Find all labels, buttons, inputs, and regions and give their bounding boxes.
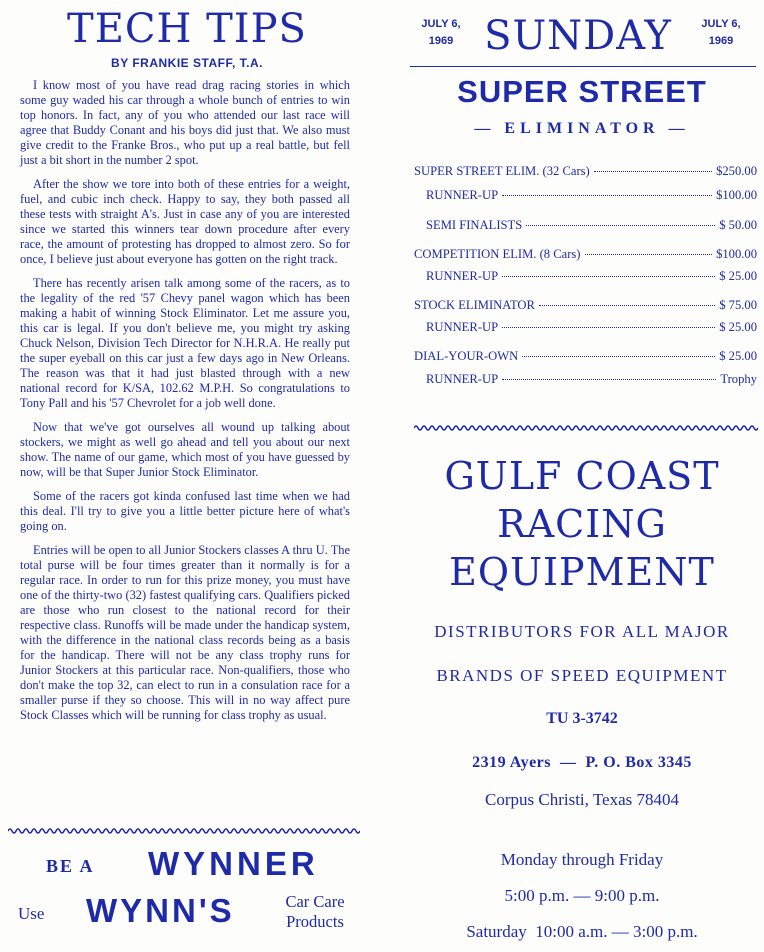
gulf-title-line: GULF COAST (444, 454, 720, 498)
tech-tips-byline: BY FRANKIE STAFF, T.A. (111, 56, 263, 70)
date-left-year: 1969 (428, 35, 454, 47)
article-paragraph: I know most of you have read drag racing stories in which some guy waded his car through a whole bunch of entries to win top honors. In fact, any of you who attended our last race will agree that Buddy Conant and his boys did just that. We also must give credit to the Franke Bros., who put up a real battle, but fell just a bit short in the number 2 spot. (20, 78, 350, 167)
date-right-day: JULY 6, (701, 18, 741, 30)
article-paragraph: Entries will be open to all Junior Stockers classes A thru U. The total purse will be four times greater than it normally is for a regular race. In order to run for this prize money, you must have one of the thirty-two (32) fastest qualifying cars. Qualifiers picked are those who run closest to the national record for their respective class. Runoffs will be made under the handicap system, with the difference in the national class records being as a basis for the handicap. There will not be any class trophy runs for Junior Stockers at this particular race. Non-qualifiers, those who don't make the top 32, can elect to run in a consulation race for a smaller purse if they so choose. This will in no way affect pure Stock Classes which will be running for class trophy as usual. (20, 543, 350, 722)
ad-wynner: WYNNER (148, 845, 319, 882)
wavy-divider (8, 826, 360, 836)
gulf-distributors: DISTRIBUTORS FOR ALL MAJOR (434, 622, 730, 641)
purse-row (414, 349, 757, 365)
purse-label: RUNNER-UP (426, 320, 499, 334)
gulf-city: Corpus Christi, Texas 78404 (485, 790, 679, 809)
ad-use: Use (18, 904, 45, 923)
purse-label: COMPETITION ELIM. (8 Cars) (414, 247, 581, 261)
gulf-hours-days: Monday through Friday (500, 850, 664, 869)
purse-row (426, 218, 757, 234)
purse-amount: $ 75.00 (719, 298, 757, 312)
purse-amount: $100.00 (716, 247, 757, 261)
purse-amount: $ 25.00 (719, 320, 757, 334)
purse-row (426, 372, 757, 388)
purse-amount: $100.00 (716, 188, 757, 202)
ad-car-care-line: Car Care (285, 892, 345, 911)
purse-label: RUNNER-UP (426, 188, 499, 202)
ad-wynns-logo: WYNN'S (86, 892, 235, 929)
tech-tips-title: TECH TIPS (67, 6, 307, 52)
purse-label: RUNNER-UP (426, 269, 499, 283)
gulf-hours-saturday: Saturday 10:00 a.m. — 3:00 p.m. (466, 922, 698, 941)
date-right (686, 16, 756, 50)
gulf-hours-weekday: 5:00 p.m. — 9:00 p.m. (504, 886, 660, 905)
purse-amount: $ 50.00 (719, 218, 757, 232)
eliminator-subtitle: — ELIMINATOR — (474, 120, 690, 137)
article-paragraph: After the show we tore into both of these entries for a weight, fuel, and cubic inch check. Happy to say, they both passed all these tests with straight A's. Just in case any of you are interested since we started this winners tear down procedure after every race, the amount of protesting has dropped to almost zero. So for once, I believe just about everyone has gotten on the right track. (20, 177, 350, 266)
purse-label: DIAL-YOUR-OWN (414, 349, 519, 363)
date-left-day: JULY 6, (421, 18, 461, 30)
purse-row (414, 298, 757, 314)
wavy-divider (414, 423, 758, 433)
header-rule (410, 66, 756, 67)
purse-row (426, 188, 757, 204)
date-right-year: 1969 (708, 35, 734, 47)
purse-label: STOCK ELIMINATOR (414, 298, 535, 312)
purse-label: SUPER STREET ELIM. (32 Cars) (414, 164, 590, 178)
super-street-title: SUPER STREET (457, 74, 707, 109)
purse-row (426, 269, 757, 285)
gulf-coast-title (400, 452, 764, 596)
purse-label: SEMI FINALISTS (426, 218, 523, 232)
purse-amount: $ 25.00 (719, 269, 757, 283)
article-paragraph: Some of the racers got kinda confused last time when we had this deal. I'll try to give you a little better picture here of what's going on. (20, 489, 350, 533)
article-paragraph: There has recently arisen talk among some of the racers, as to the legality of the red '57 Chevy panel wagon which has been making a habit of winning Stock Eliminator. Let me assure you, this car is legal. If you don't believe me, you might try asking Chuck Nelson, Division Tech Director for N.H.R.A. He really put the super eyeball on this car just a few days ago in New Orleans. The reason was that it had just blasted through with a new national record for K/SA, 102.62 M.P.H. So congratulations to Tony Pall and his '57 Chevrolet for a job well done. (20, 276, 350, 410)
tech-tips-article (20, 78, 350, 732)
gulf-address: 2319 Ayers — P. O. Box 3345 (472, 754, 692, 771)
purse-row (414, 247, 757, 263)
purse-row (426, 320, 757, 336)
article-paragraph: Now that we've got ourselves all wound up talking about stockers, we might as well go ahead and tell you about our next show. The name of our game, which most of you have guessed by now, will be that Super Junior Stock Eliminator. (20, 420, 350, 479)
purse-amount: Trophy (720, 372, 757, 386)
gulf-title-line: EQUIPMENT (449, 550, 715, 594)
date-left (406, 16, 476, 50)
gulf-phone: TU 3-3742 (546, 710, 618, 727)
gulf-brands: BRANDS OF SPEED EQUIPMENT (436, 666, 728, 685)
purse-row (414, 164, 757, 180)
ad-car-care (278, 892, 352, 932)
purse-label: RUNNER-UP (426, 372, 499, 386)
purse-amount: $ 25.00 (719, 349, 757, 363)
ad-products-line: Products (286, 912, 344, 931)
ad-be-a: BE A (46, 856, 95, 876)
gulf-title-line: RACING (497, 502, 667, 546)
day-title: SUNDAY (484, 13, 672, 59)
purse-amount: $250.00 (716, 164, 757, 178)
